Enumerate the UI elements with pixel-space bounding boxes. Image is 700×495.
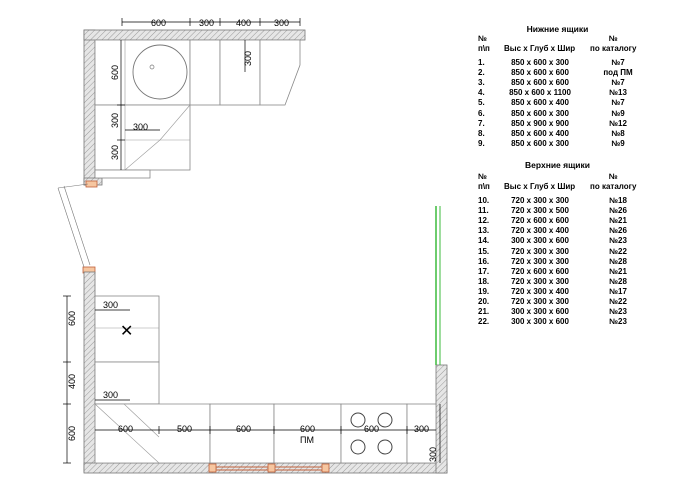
spec-row [470, 78, 700, 88]
spec-row-size: 300 x 300 x 600 [511, 236, 569, 246]
spec-row-catalog: №21 [609, 216, 627, 226]
spec-row-number: 1. [478, 58, 485, 67]
spec-row-number: 6. [478, 108, 485, 118]
door-swing [58, 184, 90, 267]
spec-row-size: 720 x 600 x 600 [511, 266, 569, 276]
spec-row [470, 119, 700, 129]
upper-top-wall [84, 30, 305, 40]
spec-row-catalog: №26 [609, 226, 627, 236]
spec-row-size: 720 x 300 x 400 [511, 226, 569, 236]
spec-row [470, 317, 700, 327]
dim-top-1: 600 [151, 18, 167, 28]
spec-row-size: 850 x 600 x 300 [511, 138, 569, 148]
spec-row [470, 206, 700, 216]
upper-col-cat: № по каталогу [590, 172, 637, 191]
dim-bottom-1: 600 [118, 424, 134, 434]
dim-lower-inner-1: 300 [103, 300, 119, 310]
spec-row-catalog: №7 [611, 58, 625, 67]
spec-row-number: 11. [478, 206, 489, 216]
spec-row-catalog: №28 [609, 276, 627, 286]
spec-row-number: 19. [478, 286, 490, 296]
spec-row-catalog: №17 [609, 286, 627, 296]
spec-row-catalog: №9 [611, 138, 625, 148]
spec-row-catalog: №7 [611, 98, 625, 108]
spec-row-catalog: №22 [609, 297, 627, 306]
spec-row-number: 13. [478, 226, 490, 236]
spec-row-catalog: №12 [609, 118, 627, 128]
spec-row-number: 20. [478, 297, 490, 306]
spec-row-number: 16. [478, 256, 490, 266]
dim-bottom-5: 600 [364, 424, 380, 434]
upper-col-size: Выс x Глуб x Шир [504, 182, 576, 191]
spec-row-catalog: №9 [611, 108, 625, 118]
dim-bottom-3: 600 [236, 424, 252, 434]
dim-top-3: 400 [236, 18, 252, 28]
upper-col-no: № п\п [478, 172, 490, 191]
pm-label: ПМ [300, 435, 314, 445]
spec-row-catalog: под ПМ [603, 68, 633, 78]
spec-row-size: 850 x 600 x 400 [511, 98, 569, 108]
spec-row-catalog: №21 [609, 266, 627, 276]
spec-row [470, 196, 700, 206]
spec-row-number: 4. [478, 88, 485, 98]
lower-col-no: № п\п [478, 34, 490, 53]
dim-upper-left-2: 300 [110, 112, 120, 128]
spec-row [470, 58, 700, 68]
spec-row [470, 139, 700, 149]
spec-row-catalog: №13 [609, 88, 627, 98]
spec-row [470, 98, 700, 108]
dim-upper-left-1: 600 [110, 64, 120, 80]
cabinet-spec-table [470, 0, 700, 495]
spec-row [470, 129, 700, 139]
spec-row [470, 267, 700, 277]
spec-row-catalog: №23 [609, 236, 627, 246]
spec-row-size: 850 x 600 x 600 [511, 68, 569, 78]
dim-upper-left-3: 300 [110, 144, 120, 160]
lower-col-cat: № по каталогу [590, 34, 637, 53]
spec-row-catalog: №8 [611, 128, 625, 138]
lower-title: Нижние ящики [526, 24, 589, 34]
spec-row-size: 850 x 600 x 300 [511, 58, 569, 67]
upper-left-wall [84, 30, 95, 185]
dim-bottom-6: 300 [414, 424, 430, 434]
spec-row-size: 720 x 600 x 600 [511, 216, 569, 226]
spec-row-number: 5. [478, 98, 485, 108]
spec-row [470, 236, 700, 246]
spec-row-number: 12. [478, 216, 490, 226]
spec-row [470, 68, 700, 78]
spec-row-number: 3. [478, 78, 485, 88]
lower-left-wall [84, 272, 95, 472]
spec-row-size: 300 x 300 x 600 [511, 307, 569, 317]
spec-row-number: 10. [478, 196, 490, 205]
spec-row-number: 21. [478, 307, 490, 317]
spec-row [470, 247, 700, 257]
spec-row-size: 720 x 300 x 300 [511, 297, 569, 306]
spec-row-catalog: №18 [609, 196, 627, 205]
spec-row [470, 226, 700, 236]
spec-row-size: 300 x 300 x 600 [511, 317, 569, 327]
spec-row-size: 720 x 300 x 500 [511, 206, 569, 216]
spec-row-number: 14. [478, 236, 490, 246]
dim-top-2: 300 [199, 18, 215, 28]
spec-row-number: 22. [478, 317, 490, 327]
dim-bottom-2: 500 [177, 424, 193, 434]
dim-top-4: 300 [274, 18, 290, 28]
spec-row-catalog: №28 [609, 256, 627, 266]
spec-row-number: 17. [478, 266, 490, 276]
spec-row-catalog: №23 [609, 307, 627, 317]
spec-row-catalog: №23 [609, 317, 627, 327]
spec-row [470, 287, 700, 297]
spec-row-size: 850 x 600 x 600 [511, 78, 569, 88]
dim-bottom-right: 300 [428, 446, 438, 462]
spec-row-size: 720 x 300 x 300 [511, 276, 569, 286]
upper-cabinets [95, 40, 300, 178]
round-sink [133, 45, 187, 99]
spec-row-size: 720 x 300 x 400 [511, 286, 569, 296]
spec-row [470, 88, 700, 98]
dim-upper-inner-1: 300 [133, 122, 149, 132]
spec-row-number: 2. [478, 68, 485, 78]
spec-row-number: 8. [478, 128, 485, 138]
stove-cross-icon: ✕ [120, 323, 134, 340]
spec-row-number: 18. [478, 276, 490, 286]
spec-row-catalog: №7 [611, 78, 625, 88]
lower-col-size: Выс x Глуб x Шир [504, 44, 576, 53]
spec-row-number: 7. [478, 118, 485, 128]
upper-title: Верхние ящики [525, 160, 590, 170]
spec-row-catalog: №26 [609, 206, 627, 216]
spec-row [470, 257, 700, 267]
spec-row-number: 15. [478, 246, 490, 256]
spec-row-size: 850 x 900 x 900 [511, 118, 569, 128]
spec-row-size: 850 x 600 x 300 [511, 108, 569, 118]
dim-lower-inner-2: 300 [103, 390, 119, 400]
spec-row-catalog: №22 [609, 246, 627, 256]
spec-row-size: 720 x 300 x 300 [511, 246, 569, 256]
spec-row [470, 277, 700, 287]
lower-bottom-wall [84, 463, 447, 473]
spec-row [470, 109, 700, 119]
dim-upper-inner-2: 300 [243, 50, 253, 66]
spec-row-size: 720 x 300 x 300 [511, 256, 569, 266]
lower-cabinets [95, 296, 436, 463]
dim-left-1: 600 [67, 310, 77, 326]
dim-left-3: 600 [67, 425, 77, 441]
spec-row [470, 216, 700, 226]
dim-bottom-4: 600 [300, 424, 316, 434]
spec-row-size: 720 x 300 x 300 [511, 196, 569, 205]
spec-row [470, 307, 700, 317]
spec-row-size: 850 x 600 x 400 [511, 128, 569, 138]
spec-row-number: 9. [478, 138, 485, 148]
dim-left-2: 400 [67, 373, 77, 389]
spec-row [470, 297, 700, 307]
spec-row-size: 850 x 600 x 1100 [509, 88, 571, 98]
